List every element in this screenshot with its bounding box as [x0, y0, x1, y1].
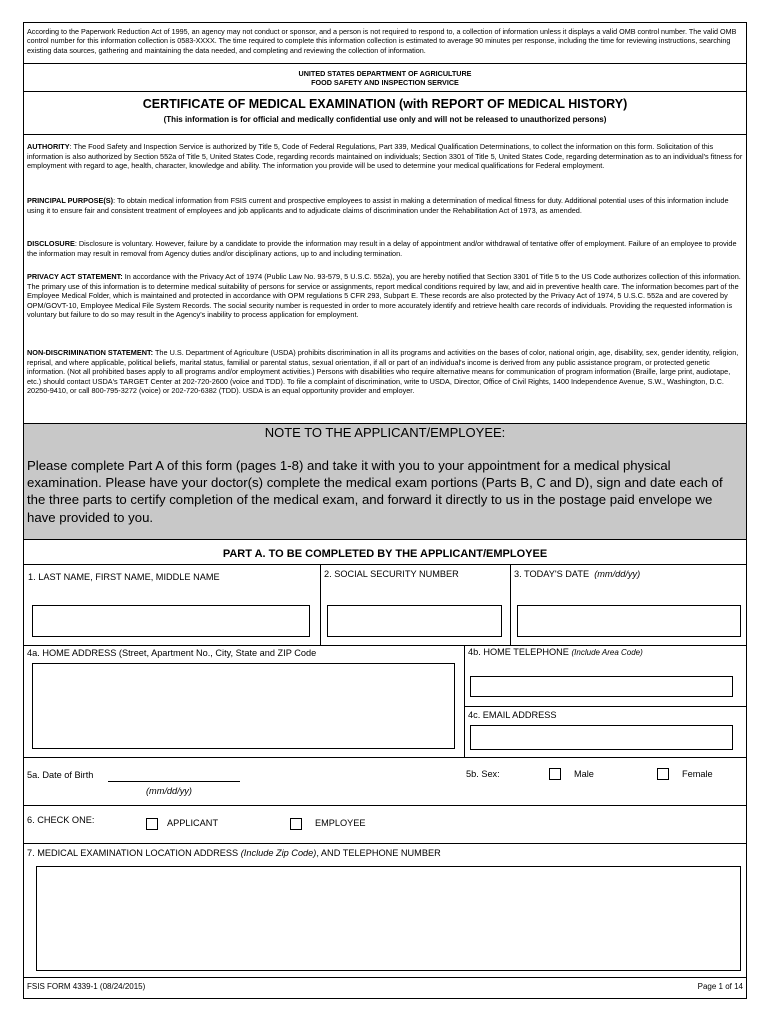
authority-statement [27, 142, 743, 171]
ssn-label: 2. SOCIAL SECURITY NUMBER [324, 569, 459, 579]
name-label: 1. LAST NAME, FIRST NAME, MIDDLE NAME [28, 572, 220, 582]
paperwork-notice: According to the Paperwork Reduction Act of 1995, an agency may not conduct or sponsor, and a person is not required to respond to, a collection of information unless it displays a valid OMB control number. The valid OMB control number for this information collection is 0583-XXXX. The time required to complete this information collection is estimated to average 90 minutes per response, including the time for reviewing instructions, searching existing data sources, gathering and maintaining the data needed, and completing and reviewing the collection of information. [27, 27, 737, 55]
purpose-text: : To obtain medical information from FSIS current and prospective employees to assist in making a determination of medical fitness for duty. Additional potential uses of this information include using it to ensure fair and consistent treatment of employees and job applicants and to adjudicate claims of discrimination under the Rehabilitation Act of 1973, as amended. [27, 196, 729, 215]
disclosure-statement [27, 239, 743, 258]
dob-label: 5a. Date of Birth [27, 770, 94, 780]
divider [24, 564, 746, 565]
part-a-heading: PART A. TO BE COMPLETED BY THE APPLICANT/EMPLOYEE [222, 548, 548, 560]
divider [24, 757, 746, 758]
home-telephone-hint: (Include Area Code) [571, 648, 643, 657]
privacy-statement [27, 272, 743, 320]
nondiscrimination-text: The U.S. Department of Agriculture (USDA) prohibits discrimination in all its programs and activities on the bases of color, national origin, age, disability, sex, gender identity, religion, reprisal, and where applicable, political beliefs, marital status, familial or parental status, sexual orientation, if all or part of an individual's income is derived from any public assistance program, or protected genetic information. (Not all prohibited bases apply to all programs and/or employment activities.) Persons with disabilities who require alternative means for communication of program information (Braille, large print, audiotape, etc.) should contact USDA's TARGET Center at 202-720-2600 (voice and TDD). To file a complaint of discrimination, write to USDA, Director, Office of Civil Rights, 1400 Independence Avenue, S.W., Washington, D.C. 20250-9410, or call 800-795-3272 (voice) or 202-720-6382 (TDD). USDA is an equal opportunity provider and employer. [27, 348, 739, 396]
agency-line-2: FOOD SAFETY AND INSPECTION SERVICE [311, 78, 459, 87]
purpose-label: PRINCIPAL PURPOSE(S) [27, 196, 114, 205]
divider [24, 539, 746, 540]
exam-location-label-text: 7. MEDICAL EXAMINATION LOCATION ADDRESS [27, 848, 239, 858]
date-label [514, 569, 640, 580]
employee-checkbox[interactable] [290, 818, 302, 830]
dob-input-line[interactable] [108, 781, 240, 782]
agency-line-1: UNITED STATES DEPARTMENT OF AGRICULTURE [298, 69, 472, 78]
exam-location-hint: (Include Zip Code) [240, 848, 317, 858]
dob-format-hint: (mm/dd/yy) [146, 786, 192, 796]
form-page [23, 22, 747, 999]
female-label: Female [682, 769, 713, 779]
divider [464, 645, 465, 757]
male-label: Male [574, 769, 594, 779]
privacy-text: In accordance with the Privacy Act of 1974 (Public Law No. 93-579, 5 U.S.C. 552a), you are hereby notified that Section 3301 of Title 5 to the US Code authorizes collection of this information. The primary use of this information is to determine medical suitability of persons for service or assignments, report medical conditions required by law, and aid in preventive health care. The information becomes part of the Employee Medical Folder, which is maintained and protected in accordance with OPM regulations 5 CFR 293, Subpart E. These records are also protected by the Privacy Act of 1974, 5 U.S.C. 552a and are covered by OPM/GOVT-10, Employee Medical File System Records. The social security number is requested in order to more accurately identify and retrieve health care records of individuals. Providing the requested information is voluntary but failure to do so may result in the Agency's inability to process application for employment. [27, 272, 741, 320]
purpose-statement [27, 196, 743, 215]
applicant-checkbox[interactable] [146, 818, 158, 830]
divider [510, 564, 511, 645]
divider [24, 977, 746, 978]
exam-location-input[interactable] [36, 866, 741, 971]
home-telephone-label [468, 647, 643, 658]
privacy-label: PRIVACY ACT STATEMENT: [27, 272, 123, 281]
divider [24, 134, 746, 135]
home-address-input[interactable] [32, 663, 455, 749]
form-subtitle: (This information is for official and medically confidential use only and will not be released to unauthorized persons) [163, 115, 607, 124]
divider [24, 645, 746, 646]
sex-label: 5b. Sex: [466, 769, 500, 779]
home-telephone-label-text: 4b. HOME TELEPHONE [468, 647, 569, 657]
authority-text: : The Food Safety and Inspection Service is authorized by Title 5, Code of Federal Regulations, Part 339, Medical Qualification Determinations, to collect the information on this form. Solicitation of this information is also authorized by Section 552a of Title 5, United States Code, regarding records maintained on individuals; Section 3301 of Title 5, United States Code, regarding determination as to an individual's fitness for employment with regard to age, health, character, knowledge and ability. The information you provide will be used to determine your medical qualifications for Federal employment. [27, 142, 743, 171]
form-number: FSIS FORM 4339-1 (08/24/2015) [27, 982, 146, 991]
female-checkbox[interactable] [657, 768, 669, 780]
male-checkbox[interactable] [549, 768, 561, 780]
divider [464, 706, 746, 707]
nondiscrimination-statement [27, 348, 743, 396]
divider [24, 63, 746, 64]
ssn-input[interactable] [327, 605, 502, 637]
page-number: Page 1 of 14 [697, 982, 743, 991]
date-input[interactable] [517, 605, 741, 637]
divider [24, 805, 746, 806]
home-address-label: 4a. HOME ADDRESS (Street, Apartment No., City, State and ZIP Code [27, 648, 317, 658]
email-label: 4c. EMAIL ADDRESS [468, 710, 557, 720]
divider [24, 843, 746, 844]
disclosure-text: : Disclosure is voluntary. However, failure by a candidate to provide the information may result in a delay of appointment and/or withdrawal of tentative offer of employment. Failure of an employee to provide the information may result in removal from Agency duties and/or disciplinary actions, up to and including termination. [27, 239, 737, 258]
form-title: CERTIFICATE OF MEDICAL EXAMINATION (with REPORT OF MEDICAL HISTORY) [142, 97, 628, 111]
employee-label: EMPLOYEE [315, 818, 366, 828]
disclosure-label: DISCLOSURE [27, 239, 75, 248]
check-one-label: 6. CHECK ONE: [27, 815, 95, 825]
authority-label: AUTHORITY [27, 142, 70, 151]
divider [320, 564, 321, 645]
nondiscrimination-label: NON-DISCRIMINATION STATEMENT: [27, 348, 154, 357]
exam-location-label-tail: , AND TELEPHONE NUMBER [316, 848, 441, 858]
name-input[interactable] [32, 605, 310, 637]
agency-block [24, 69, 746, 87]
divider [24, 91, 746, 92]
exam-location-label [27, 848, 441, 859]
note-body: Please complete Part A of this form (pages 1-8) and take it with you to your appointment for a medical physical examination. Please have your doctor(s) complete the medical exam portions (Parts B, C and D), sign and date each of the three parts to certify completion of the medical exam, and forward it directly to us in the postage paid envelope we have provided to you. [27, 458, 723, 525]
home-telephone-input[interactable] [470, 676, 733, 697]
date-label-text: 3. TODAY'S DATE [514, 569, 590, 579]
date-format-hint: (mm/dd/yy) [594, 569, 641, 579]
divider [24, 423, 746, 424]
note-heading: NOTE TO THE APPLICANT/EMPLOYEE: [264, 425, 506, 440]
email-input[interactable] [470, 725, 733, 750]
applicant-label: APPLICANT [167, 818, 219, 828]
